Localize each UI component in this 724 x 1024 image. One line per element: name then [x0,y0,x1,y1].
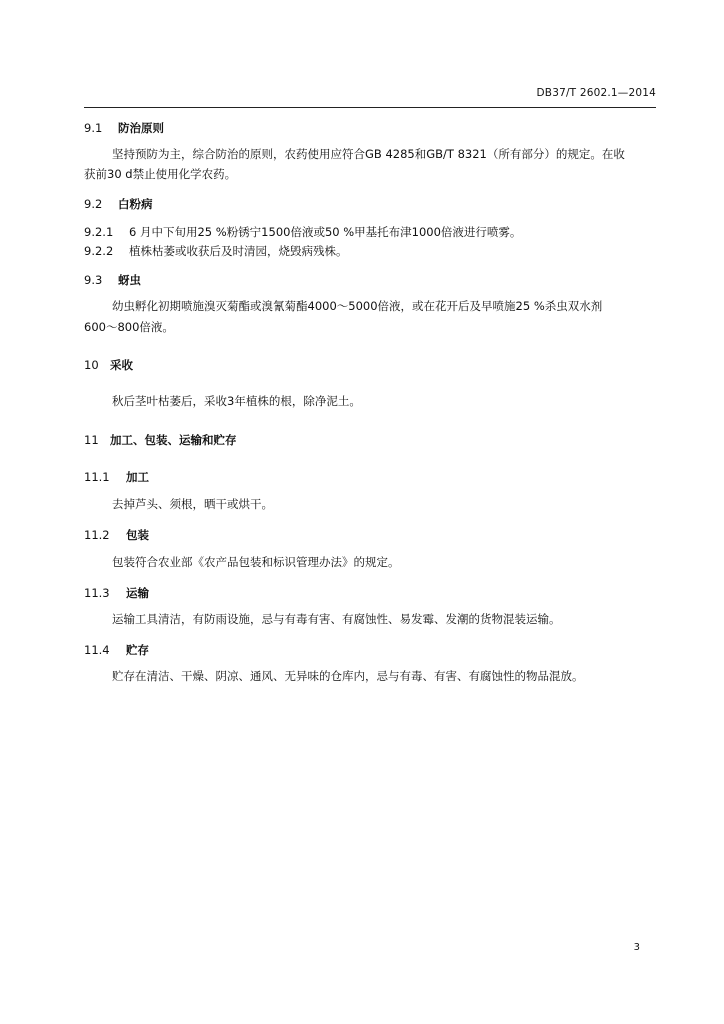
heading-9-2 [84,196,153,212]
heading-11-4 [84,642,149,658]
clause-number: 9.2.1 [84,225,114,239]
section-number: 11.1 [84,470,110,484]
paragraph-9-3-line2: 600～800倍液。 [84,320,174,334]
header-rule [84,107,656,108]
section-title: 加工 [126,470,149,484]
heading-11-2 [84,527,149,543]
section-number: 11.3 [84,586,110,600]
paragraph-9-1-line1: 坚持预防为主，综合防治的原则，农药使用应符合GB 4285和GB/T 8321（所有部分）的规定。在收 [112,147,625,161]
clause-text: 6 月中下旬用25 %粉锈宁1500倍液或50 %甲基托布津1000倍液进行喷雾。 [129,225,522,239]
section-number: 10 [84,358,99,372]
clause-number: 9.2.2 [84,244,114,258]
clause-9-2-1 [84,224,521,240]
section-title: 贮存 [126,643,149,657]
paragraph-11-3: 运输工具清洁，有防雨设施，忌与有毒有害、有腐蚀性、易发霉、发潮的货物混装运输。 [112,612,561,626]
section-number: 11.4 [84,643,110,657]
section-number: 9.1 [84,121,103,135]
section-title: 运输 [126,586,149,600]
section-number: 11.2 [84,528,110,542]
section-number: 9.2 [84,197,103,211]
clause-9-2-2 [84,243,348,259]
paragraph-11-2: 包装符合农业部《农产品包装和标识管理办法》的规定。 [112,555,400,569]
heading-11 [84,432,237,448]
clause-text: 植株枯萎或收获后及时清园，烧毁病残株。 [129,244,348,258]
section-title: 加工、包装、运输和贮存 [110,433,237,447]
section-number: 9.3 [84,273,103,287]
section-title: 包装 [126,528,149,542]
section-title: 防治原则 [118,121,164,135]
document-id: DB37/T 2602.1—2014 [536,87,656,99]
section-number: 11 [84,433,99,447]
paragraph-11-1: 去掉芦头、须根，晒干或烘干。 [112,497,273,511]
page-number: 3 [633,942,640,953]
paragraph-9-3-line1: 幼虫孵化初期喷施溴灭菊酯或溴氰菊酯4000～5000倍液，或在花开后及早喷施25 %杀虫双水剂 [112,299,603,313]
heading-11-3 [84,585,149,601]
paragraph-10: 秋后茎叶枯萎后，采收3年植株的根，除净泥土。 [112,394,361,408]
section-title: 蚜虫 [118,273,141,287]
heading-9-1 [84,120,164,136]
paragraph-11-4: 贮存在清洁、干燥、阴凉、通风、无异味的仓库内，忌与有毒、有害、有腐蚀性的物品混放。 [112,669,584,683]
section-title: 白粉病 [118,197,153,211]
paragraph-9-1-line2: 获前30 d禁止使用化学农药。 [84,167,237,181]
heading-9-3 [84,272,141,288]
heading-11-1 [84,469,149,485]
section-title: 采收 [110,358,133,372]
heading-10 [84,357,133,373]
